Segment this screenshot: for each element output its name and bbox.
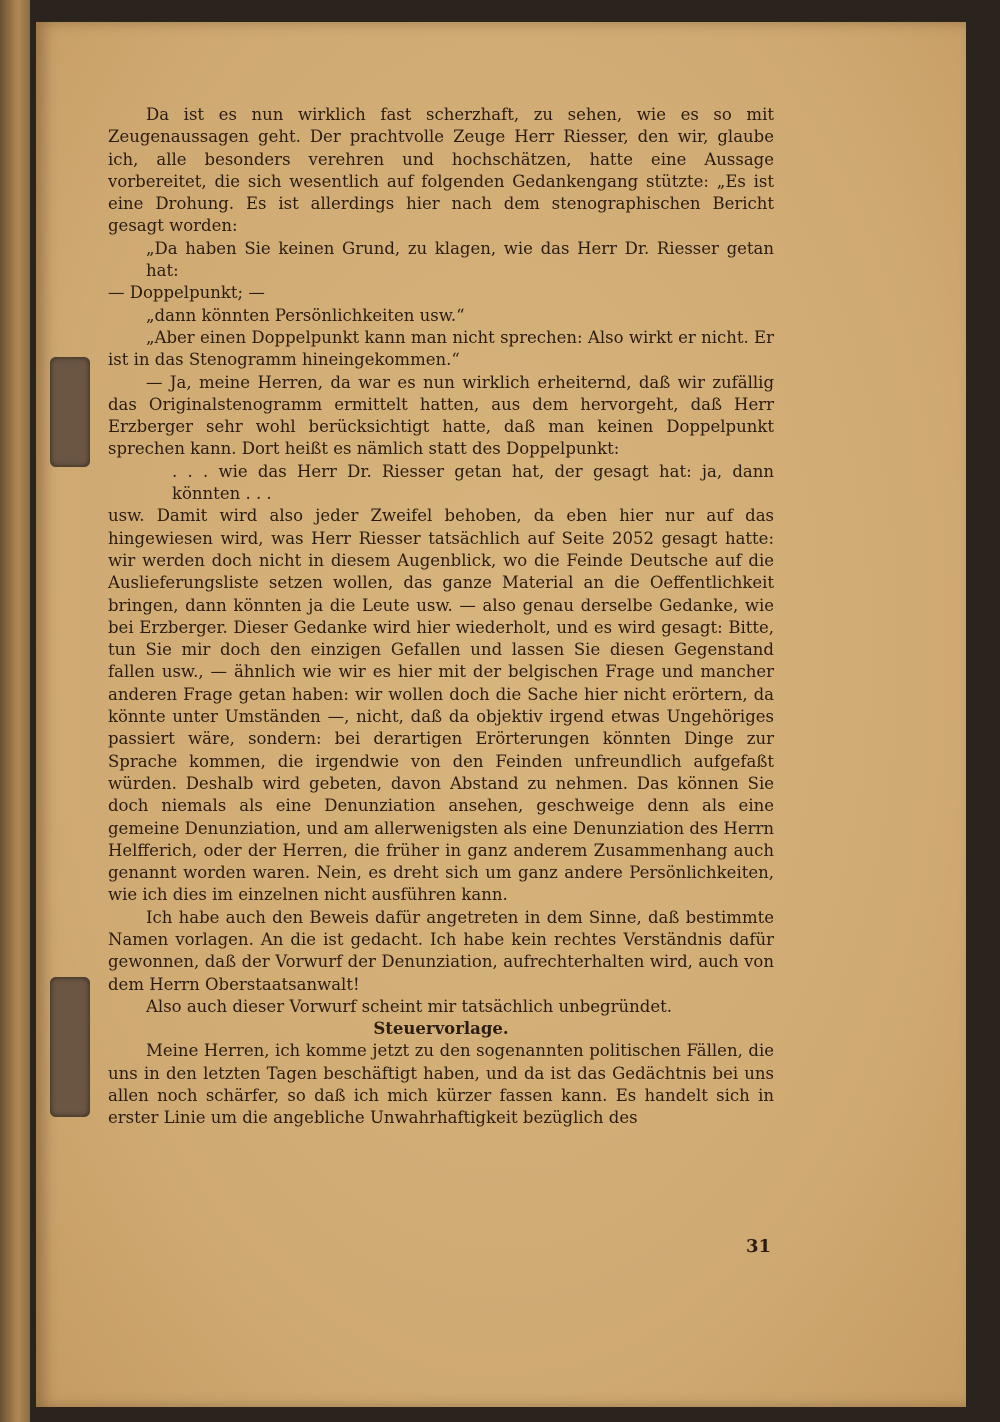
quote-line: „Da haben Sie keinen Grund, zu klagen, wie das Herr Dr. Riesser getan hat: — [146, 238, 774, 281]
binding-thread-bottom — [50, 977, 90, 1117]
paragraph: Da ist es nun wirklich fast scherzhaft, zu sehen, wie es so mit Zeugenaussagen geht. Der prachtvolle Zeuge Herr Riesser, den wir, glaube ich, alle besonders verehren und hochschätzen, hatte eine Aussage vorbereitet, die sich wesentlich auf folgenden Gedankengang stützte: „Es ist eine Drohung. Es ist allerdings hier nach dem stenographischen Bericht gesagt worden: — [108, 105, 774, 236]
paragraph: „Aber einen Doppelpunkt kann man nicht sprechen: Also wirkt er nicht. Er ist in das Stenogramm hineingekommen.“ — [108, 327, 774, 370]
binding-thread-top — [50, 357, 90, 467]
quote-line: „dann könnten Persönlichkeiten usw.“ — [146, 305, 465, 325]
section-heading: Steuervorlage. — [373, 1019, 509, 1039]
left-page-edge — [0, 0, 30, 1422]
page-text — [108, 104, 774, 1130]
paragraph: Also auch dieser Vorwurf scheint mir tatsächlich unbegründet. — [146, 996, 672, 1016]
paragraph: Ich habe auch den Beweis dafür angetreten in dem Sinne, daß bestimmte Namen vorlagen. An die ist gedacht. Ich habe kein rechtes Verständnis dafür gewonnen, daß der Vorwurf der Denunziation, aufrechterhalten wird, auch von dem Herrn Oberstaatsanwalt! — [108, 907, 774, 994]
quote-line: . . . wie das Herr Dr. Riesser getan hat, der gesagt hat: ja, dann könnten . . . — [172, 461, 774, 504]
page-number: 31 — [746, 1236, 772, 1257]
paragraph: usw. Damit wird also jeder Zweifel behoben, da eben hier nur auf das hingewiesen wird, was Herr Riesser tatsächlich auf Seite 2052 gesagt hatte: wir werden doch nicht in diesem Augenblick, wo die Feinde Deutsche auf die Auslieferungsliste setzen wollen, das ganze Material an die Oeffentlichkeit bringen, dann könnten ja die Leute usw. — also genau derselbe Gedanke, wie bei Erzberger. Dieser Gedanke wird hier wiederholt, und es wird gesagt: Bitte, tun Sie mir doch den einzigen Gefallen und lassen Sie diesen Gegenstand fallen usw., — ähnlich wie wir es hier mit der belgischen Frage und mancher anderen Frage getan haben: wir wollen doch die Sache hier nicht erörtern, da könnte unter Umständen —, nicht, daß da objektiv irgend etwas Ungehöriges passiert wäre, sondern: bei derartigen Erörterungen könnten Dinge zur Sprache kommen, die irgendwie von den Feinden unfreundlich aufgefaßt würden. Deshalb wird gebeten, davon Abstand zu nehmen. Das können Sie doch niemals als eine Denunziation ansehen, geschweige denn als eine gemeine Denunziation, und am allerwenigsten als eine Denunziation des Herrn Helfferich, oder der Herren, die früher in ganz anderem Zusammenhang auch genannt worden waren. Nein, es dreht sich um ganz andere Persönlichkeiten, wie ich dies im einzelnen nicht ausführen kann. — [108, 506, 774, 905]
paragraph: Meine Herren, ich komme jetzt zu den sogenannten politischen Fällen, die uns in den letzten Tagen beschäftigt haben, und da ist das Gedächtnis bei uns allen noch schärfer, so daß ich mich kürzer fassen kann. Es handelt sich in erster Linie um die angebliche Unwahrhaftigkeit bezüglich des — [108, 1041, 774, 1128]
quote-line: — Doppelpunkt; — — [108, 283, 265, 303]
paragraph: — Ja, meine Herren, da war es nun wirklich erheiternd, daß wir zufällig das Originalstenogramm ermittelt hatten, aus dem hervorgeht, daß Herr Erzberger sehr wohl berücksichtigt hatte, daß man keinen Doppelpunkt sprechen kann. Dort heißt es nämlich statt des Doppelpunkt: — [108, 372, 774, 459]
